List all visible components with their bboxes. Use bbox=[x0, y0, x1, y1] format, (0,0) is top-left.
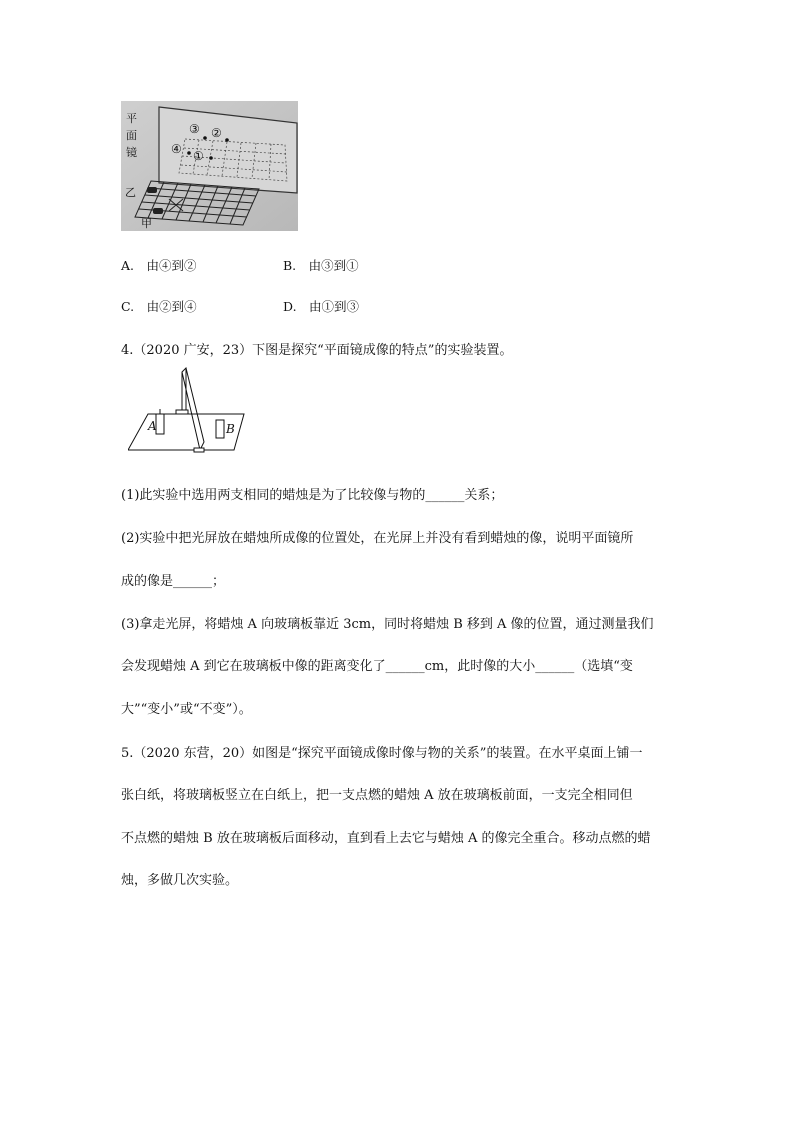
q5-line-3: 不点燃的蜡烛 B 放在玻璃板后面移动，直到看上去它与蜡烛 A 的像完全重合。移动点燃的蜡 bbox=[121, 831, 651, 846]
q5-line-1: 5.（2020 东营，20）如图是“探究平面镜成像时像与物的关系”的装置。在水平桌面上铺一 bbox=[121, 746, 643, 761]
option-c: C. 由②到④ bbox=[121, 299, 197, 314]
q5-line-2: 张白纸，将玻璃板竖立在白纸上，把一支点燃的蜡烛 A 放在玻璃板前面，一支完全相同但 bbox=[121, 788, 633, 803]
point-2-label: ② bbox=[211, 126, 222, 140]
q4-line-2: (2)实验中把光屏放在蜡烛所成像的位置处，在光屏上并没有看到蜡烛的像，说明平面镜所 bbox=[121, 531, 634, 546]
plane-mirror-photo bbox=[121, 101, 298, 231]
q4-line-5: 会发现蜡烛 A 到它在玻璃板中像的距离变化了______cm，此时像的大小______（选填“变 bbox=[121, 659, 633, 674]
label-yi: 乙 bbox=[125, 186, 136, 199]
option-b: B. 由③到① bbox=[283, 258, 359, 273]
q4-apparatus-figure bbox=[128, 366, 248, 456]
candle-a-label: A bbox=[148, 419, 157, 433]
point-3-label: ③ bbox=[189, 122, 200, 136]
candle-b-label: B bbox=[226, 422, 235, 436]
mirror-label: 平 面 镜 bbox=[126, 112, 137, 159]
q4-line-4: (3)拿走光屏，将蜡烛 A 向玻璃板靠近 3cm，同时将蜡烛 B 移到 A 像的位置，通过测量我们 bbox=[121, 617, 654, 632]
point-1-label: ① bbox=[193, 149, 204, 163]
label-jia: 甲 bbox=[141, 217, 152, 230]
q4-line-1: (1)此实验中选用两支相同的蜡烛是为了比较像与物的______关系； bbox=[121, 488, 504, 503]
q4-line-3: 成的像是______； bbox=[121, 574, 226, 589]
option-d: D. 由①到③ bbox=[283, 299, 360, 314]
q4-line-6: 大”“变小”或“不变”）。 bbox=[121, 702, 252, 717]
q4-title: 4.（2020 广安，23）下图是探究“平面镜成像的特点”的实验装置。 bbox=[121, 343, 513, 358]
q5-line-4: 烛，多做几次实验。 bbox=[121, 873, 239, 888]
point-4-label: ④ bbox=[171, 142, 182, 156]
option-a: A. 由④到② bbox=[121, 258, 197, 273]
